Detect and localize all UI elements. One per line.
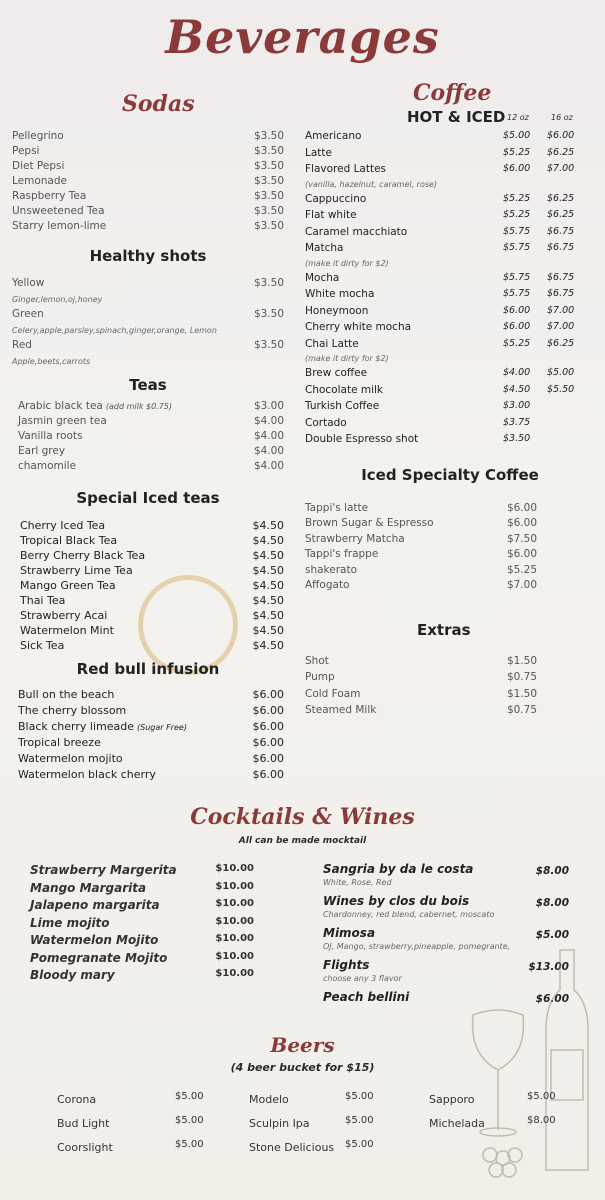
item-price: $1.50 — [506, 687, 537, 700]
item-price: $6.00 — [506, 517, 537, 529]
price-12oz: $5.75 — [503, 271, 531, 283]
price-12oz: $3.50 — [503, 433, 531, 444]
item-name: Strawberry Margerita — [30, 863, 177, 877]
menu-item — [305, 671, 537, 688]
menu-item — [18, 445, 284, 460]
menu-item — [18, 752, 284, 768]
price-12oz: $5.00 — [503, 130, 531, 141]
cocktail-item — [30, 916, 254, 934]
item-price: $0.75 — [506, 704, 537, 716]
menu-item — [20, 579, 284, 594]
item-name: Cold Foam — [305, 687, 361, 700]
item-price: $13.00 — [528, 961, 569, 973]
item-name: Berry Cherry Black Tea — [20, 549, 146, 562]
item-price: $3.50 — [253, 130, 284, 142]
item-price: $4.50 — [252, 624, 284, 637]
coffee-item — [305, 272, 595, 289]
item-name: Latte — [305, 146, 332, 159]
coffee-item — [305, 367, 595, 384]
item-name: Pump — [305, 671, 335, 683]
item-note: Celery,apple,parsley,spinach,ginger,orange, Lemon — [12, 326, 217, 335]
beer-price: $5.00 — [527, 1091, 556, 1102]
item-note: choose any 3 flavor — [323, 974, 402, 983]
coffee-item — [305, 433, 595, 450]
coffee-item — [305, 163, 595, 180]
item-name: Pomegranate Mojito — [30, 950, 168, 965]
menu-item — [20, 534, 284, 549]
coffee-item — [305, 193, 595, 210]
beer-price: $5.00 — [175, 1139, 204, 1150]
item-name: Diet Pepsi — [12, 160, 65, 172]
menu-item — [305, 533, 537, 549]
item-note: OJ, Mango, strawberry,pineapple, pomegrante, — [323, 942, 511, 951]
item-name: White mocha — [305, 288, 375, 300]
menu-item — [12, 277, 284, 295]
item-name: Jalapeno margarita — [30, 898, 160, 912]
menu-item — [305, 704, 537, 721]
item-name: Cappuccino — [305, 192, 367, 205]
menu-item — [20, 549, 284, 564]
iced-specialty-list — [305, 502, 537, 595]
beer-name: Sculpin Ipa — [249, 1117, 310, 1130]
item-name: Chocolate milk — [305, 383, 384, 396]
size-16oz: 16 oz — [551, 113, 573, 122]
beer-name: Coorslight — [57, 1141, 113, 1154]
item-name: Sick Tea — [20, 639, 65, 652]
coffee-item — [305, 288, 595, 305]
item-price: $4.50 — [252, 579, 284, 592]
item-price: $10.00 — [215, 915, 254, 927]
item-note: (vanilla, hazelnut, caramel, rose) — [305, 179, 438, 189]
item-price: $4.00 — [253, 415, 284, 427]
item-price: $6.00 — [535, 993, 569, 1005]
coffee-item — [305, 338, 595, 355]
coffee-item — [305, 400, 595, 417]
item-price: $3.50 — [253, 190, 284, 202]
beer-price: $5.00 — [175, 1115, 204, 1126]
item-price: $10.00 — [215, 950, 254, 962]
item-name: Strawberry Matcha — [305, 532, 405, 545]
price-12oz: $5.75 — [503, 242, 531, 253]
item-name: Vanilla roots — [18, 430, 83, 442]
coffee-item — [305, 209, 595, 226]
beer-price: $5.00 — [345, 1091, 374, 1102]
menu-item — [305, 655, 537, 672]
item-name: chamomile — [18, 460, 77, 472]
item-name: Tappi's latte — [305, 501, 369, 514]
item-price: $5.25 — [506, 563, 537, 576]
item-name: Flat white — [305, 209, 357, 221]
menu-item — [18, 736, 284, 752]
item-price: $3.50 — [253, 160, 284, 172]
menu-item — [12, 205, 284, 220]
item-price: $3.50 — [253, 220, 284, 232]
menu-item — [20, 609, 284, 624]
item-note: White, Rose, Red — [323, 878, 392, 887]
item-name: Yellow — [12, 277, 45, 289]
menu-item — [20, 624, 284, 639]
item-name: Bull on the beach — [18, 688, 115, 701]
item-price: $6.00 — [506, 501, 537, 514]
price-16oz: $6.75 — [547, 225, 575, 237]
cocktail-item — [30, 863, 254, 881]
item-price: $3.50 — [253, 308, 284, 320]
item-price: $4.00 — [253, 445, 284, 457]
item-name: Peach bellini — [323, 990, 410, 1004]
price-12oz: $6.00 — [503, 304, 531, 316]
cocktail-item — [30, 968, 254, 986]
price-16oz: $6.00 — [547, 130, 575, 141]
item-name: Pepsi — [12, 145, 40, 157]
coffee-list — [305, 130, 595, 450]
item-note: Apple,beets,carrots — [12, 357, 91, 366]
item-price: $6.00 — [252, 768, 284, 781]
item-name: Cortado — [305, 416, 347, 429]
coffee-subheader — [305, 108, 595, 130]
item-name: Mocha — [305, 271, 340, 284]
item-name: Lemonade — [12, 175, 67, 187]
price-16oz: $5.00 — [547, 367, 575, 378]
menu-item — [18, 430, 284, 445]
menu-item — [20, 594, 284, 609]
cocktails-list — [30, 863, 254, 986]
menu-item — [20, 519, 284, 534]
item-name: Wines by clos du bois — [323, 894, 470, 908]
item-name: Cherry white mocha — [305, 321, 412, 333]
item-price: $3.50 — [253, 277, 284, 289]
redbull-heading: Red bull infusion — [76, 660, 220, 678]
item-extra-note: (Sugar Free) — [137, 723, 187, 732]
item-price: $6.00 — [252, 704, 284, 717]
item-price: $3.50 — [253, 339, 284, 351]
item-name: Starry lemon-lime — [12, 220, 107, 232]
price-12oz: $5.75 — [503, 288, 531, 299]
item-price: $4.00 — [253, 460, 284, 472]
item-name: The cherry blossom — [18, 704, 127, 717]
item-price: $10.00 — [215, 898, 254, 909]
item-price: $3.50 — [253, 205, 284, 217]
price-12oz: $3.75 — [503, 416, 531, 428]
coffee-item — [305, 321, 595, 338]
beer-price: $8.00 — [527, 1115, 556, 1126]
iced-teas-list — [12, 519, 284, 654]
coffee-item — [305, 147, 595, 164]
beer-price: $5.00 — [175, 1091, 204, 1102]
beer-name: Stone Delicious — [249, 1141, 335, 1154]
cocktail-item — [30, 951, 254, 969]
menu-item — [18, 400, 284, 415]
price-12oz: $5.25 — [503, 192, 531, 204]
coffee-item — [305, 305, 595, 322]
item-name: Jasmin green tea — [18, 415, 107, 427]
menu-item — [305, 579, 537, 595]
beer-name: Bud Light — [57, 1117, 110, 1130]
price-12oz: $5.75 — [503, 225, 531, 237]
item-price: $8.00 — [535, 865, 569, 877]
item-name: Thai Tea — [20, 594, 66, 607]
item-price: $4.50 — [252, 609, 284, 622]
item-price: $10.00 — [215, 880, 254, 892]
item-name: Flavored Lattes — [305, 163, 387, 175]
item-price: $6.00 — [252, 688, 284, 701]
item-price: $6.00 — [506, 548, 537, 560]
price-12oz: $5.25 — [503, 337, 531, 349]
item-name: Flights — [323, 958, 370, 972]
menu-item — [12, 175, 284, 190]
item-name: Matcha — [305, 242, 344, 254]
item-name: Tappi's frappe — [305, 548, 379, 560]
item-price: $0.75 — [506, 671, 537, 683]
price-12oz: $4.50 — [503, 383, 531, 395]
item-note: Chardonney, red blend, cabernet, moscato — [323, 910, 495, 919]
item-name: Watermelon Mint — [20, 624, 114, 637]
item-name: Affogato — [305, 579, 350, 591]
price-16oz: $7.00 — [547, 321, 575, 332]
item-name: Brown Sugar & Espresso — [305, 517, 434, 529]
redbull-list — [12, 688, 284, 784]
price-12oz: $5.25 — [503, 146, 531, 158]
menu-item — [12, 130, 284, 145]
price-16oz: $5.50 — [547, 383, 575, 395]
item-price: $10.00 — [215, 968, 254, 979]
cocktail-item — [30, 898, 254, 916]
menu-item — [12, 308, 284, 326]
item-price: $7.00 — [506, 579, 537, 591]
beer-name: Corona — [57, 1093, 97, 1106]
item-price: $5.00 — [535, 929, 569, 941]
item-note: (make it dirty for $2) — [305, 258, 389, 268]
item-price: $3.00 — [253, 400, 284, 412]
healthy-heading: Healthy shots — [89, 247, 207, 265]
item-name: Mango Green Tea — [20, 579, 116, 592]
menu-item — [18, 768, 284, 784]
teas-list — [12, 400, 284, 475]
item-extra-note: (add milk $0.75) — [105, 402, 173, 411]
item-price: $4.50 — [252, 594, 284, 607]
item-price: $4.50 — [252, 534, 284, 547]
price-16oz: $6.75 — [547, 271, 575, 283]
item-note: Ginger,lemon,oj,honey — [12, 295, 103, 304]
extras-list — [305, 655, 537, 721]
coffee-item — [305, 226, 595, 243]
beer-name: Michelada — [429, 1117, 485, 1130]
item-name: Caramel macchiato — [305, 225, 408, 238]
menu-item — [20, 639, 284, 654]
beer-price: $5.00 — [345, 1115, 374, 1126]
menu-item — [12, 160, 284, 175]
item-name: Black cherry limeade — [18, 720, 134, 733]
item-name: Mimosa — [323, 926, 376, 940]
item-price: $6.00 — [252, 752, 284, 765]
item-name: Unsweetened Tea — [12, 205, 105, 217]
hot-iced-label: HOT & ICED — [407, 108, 506, 126]
item-name: Mango Margarita — [30, 880, 147, 895]
coffee-heading: Coffee — [413, 80, 492, 106]
item-name: Bloody mary — [30, 968, 115, 982]
item-price: $3.50 — [253, 175, 284, 187]
item-name: Honeymoon — [305, 304, 369, 317]
item-price: $7.50 — [506, 532, 537, 545]
iced-teas-heading: Special Iced teas — [76, 489, 220, 507]
coffee-item — [305, 242, 595, 259]
item-name: Chai Latte — [305, 337, 359, 350]
menu-item — [305, 502, 537, 518]
item-name: Turkish Coffee — [305, 400, 380, 412]
item-price: $3.50 — [253, 145, 284, 157]
extras-heading: Extras — [417, 620, 471, 639]
price-16oz: $6.25 — [547, 209, 575, 220]
menu-title: Beverages — [165, 10, 440, 64]
item-name: Arabic black tea — [18, 400, 103, 412]
beer-price: $5.00 — [345, 1139, 374, 1150]
coffee-item — [305, 417, 595, 434]
price-16oz: $6.25 — [547, 192, 575, 204]
menu-item — [305, 564, 537, 580]
item-name: Raspberry Tea — [12, 190, 87, 202]
item-price: $4.50 — [252, 564, 284, 577]
item-name: Brew coffee — [305, 367, 368, 379]
item-price: $8.00 — [535, 897, 569, 909]
menu-item — [18, 704, 284, 720]
price-12oz: $6.00 — [503, 321, 531, 332]
item-name: Strawberry Acai — [20, 609, 108, 622]
beer-name: Sapporo — [429, 1093, 475, 1106]
price-12oz: $4.00 — [503, 367, 531, 378]
item-name: Tropical breeze — [18, 736, 101, 749]
price-16oz: $6.25 — [547, 337, 575, 349]
coffee-item — [305, 130, 595, 147]
item-name: Shot — [305, 654, 329, 667]
price-12oz: $3.00 — [503, 400, 531, 411]
item-name: Tropical Black Tea — [20, 534, 118, 547]
item-note: (make it dirty for $2) — [305, 354, 389, 363]
price-16oz: $6.75 — [547, 242, 575, 253]
cocktail-item — [30, 933, 254, 951]
menu-item — [18, 688, 284, 704]
wine-item — [323, 862, 569, 878]
item-name: Strawberry Lime Tea — [20, 564, 133, 577]
item-name: Pellegrino — [12, 130, 64, 142]
sodas-list — [12, 130, 284, 235]
coffee-item — [305, 384, 595, 401]
item-name: Double Espresso shot — [305, 433, 419, 445]
beer-name: Modelo — [249, 1093, 289, 1106]
price-16oz: $7.00 — [547, 304, 575, 316]
item-name: Lime mojito — [30, 915, 110, 930]
price-16oz: $6.75 — [547, 288, 575, 299]
item-price: $4.50 — [252, 549, 284, 562]
item-price: $6.00 — [252, 720, 284, 733]
iced-specialty-heading: Iced Specialty Coffee — [361, 465, 539, 484]
price-16oz: $7.00 — [547, 163, 575, 174]
beers-heading: Beers — [270, 1033, 335, 1057]
size-12oz: 12 oz — [507, 113, 529, 122]
menu-item — [18, 720, 284, 736]
item-name: Green — [12, 308, 44, 320]
menu-item — [12, 145, 284, 160]
item-name: Americano — [305, 130, 362, 142]
teas-heading: Teas — [129, 376, 167, 394]
menu-item — [12, 339, 284, 357]
item-price: $10.00 — [215, 863, 254, 874]
menu-item — [12, 220, 284, 235]
wine-item — [323, 894, 569, 910]
menu-item — [305, 548, 537, 564]
item-name: Steamed Milk — [305, 704, 377, 716]
cocktail-item — [30, 881, 254, 899]
item-price: $10.00 — [215, 933, 254, 944]
item-name: Watermelon black cherry — [18, 768, 156, 781]
item-name: Earl grey — [18, 445, 66, 457]
item-price: $1.50 — [506, 654, 537, 667]
price-12oz: $6.00 — [503, 163, 531, 174]
price-16oz: $6.25 — [547, 146, 575, 158]
mocktail-note: All can be made mocktail — [238, 836, 367, 846]
item-price: $4.50 — [252, 639, 284, 652]
item-name: Sangria by da le costa — [323, 862, 474, 876]
left-column — [12, 90, 284, 784]
menu-item — [305, 688, 537, 705]
sodas-heading: Sodas — [122, 91, 195, 117]
item-name: Watermelon mojito — [18, 752, 123, 765]
menu-item — [20, 564, 284, 579]
item-price: $4.00 — [253, 430, 284, 442]
menu-item — [18, 415, 284, 430]
item-price: $4.50 — [252, 519, 284, 532]
menu-item — [18, 460, 284, 475]
beer-bucket-note: (4 beer bucket for $15) — [230, 1061, 375, 1074]
item-name: Cherry Iced Tea — [20, 519, 106, 532]
menu-item — [305, 517, 537, 533]
menu-item — [12, 190, 284, 205]
healthy-list — [12, 277, 284, 370]
price-12oz: $5.25 — [503, 209, 531, 220]
cocktails-heading: Cocktails & Wines — [190, 804, 415, 830]
item-name: shakerato — [305, 563, 358, 576]
item-name: Watermelon Mojito — [30, 933, 159, 947]
item-price: $6.00 — [252, 736, 284, 749]
right-column — [305, 80, 595, 721]
item-name: Red — [12, 339, 32, 351]
